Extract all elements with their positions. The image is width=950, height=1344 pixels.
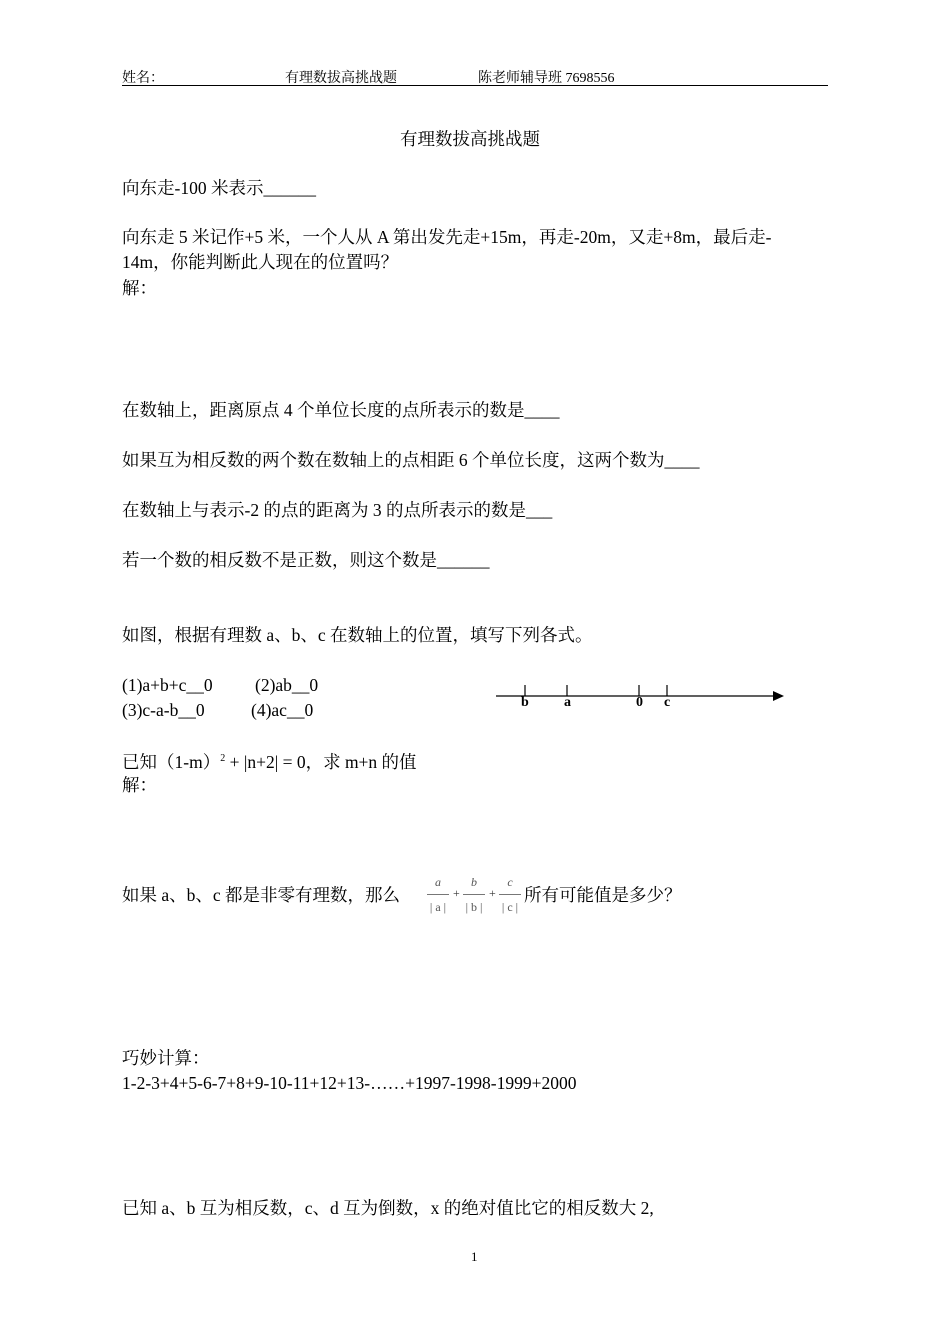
page-title: 有理数拔高挑战题 <box>400 129 540 149</box>
number-line-arrow <box>773 691 784 701</box>
header-doc-title: 有理数拔高挑战题 <box>285 71 397 86</box>
question-1: 向东走-100 米表示______ <box>122 178 316 198</box>
question-8-post: + |n+2| = 0，求 m+n 的值 <box>225 751 417 772</box>
label-0: 0 <box>636 695 643 710</box>
question-7-item-4: (4)ac__0 <box>251 700 314 720</box>
answer-label: 解： <box>122 278 157 298</box>
question-6: 若一个数的相反数不是正数，则这个数是______ <box>122 550 490 570</box>
number-line-figure <box>490 676 790 716</box>
fraction-2-numerator: b <box>471 875 477 889</box>
fraction-3-bar <box>499 894 521 895</box>
question-11: 已知 a、b 互为相反数，c、d 互为倒数，x 的绝对值比它的相反数大 2, <box>122 1198 654 1218</box>
header-name-label: 姓名： <box>122 71 164 86</box>
question-2-line-2: 14m，你能判断此人现在的位置吗？ <box>122 252 399 272</box>
question-8-exponent: 2 <box>220 753 226 764</box>
plus-sign-1: + <box>453 886 460 900</box>
fraction-1-bar <box>427 894 449 895</box>
question-10-expression: 1-2-3+4+5-6-7+8+9-10-11+12+13-……+1997-1998-1999+2000 <box>122 1073 577 1093</box>
question-3: 在数轴上，距离原点 4 个单位长度的点所表示的数是____ <box>122 400 560 420</box>
question-7: 如图，根据有理数 a、b、c 在数轴上的位置，填写下列各式。 <box>122 625 593 645</box>
question-7-item-3: (3)c-a-b__0 <box>122 700 205 720</box>
question-2-line-1: 向东走 5 米记作+5 米，一个人从 A 第出发先走+15m，再走-20m，又走+8m，最后走- <box>122 227 772 247</box>
fraction-1-denominator: | a | <box>429 900 447 914</box>
question-8-pre: 已知（1-m） <box>122 751 221 772</box>
label-c: c <box>664 695 671 710</box>
fraction-2-denominator: | b | <box>465 900 483 914</box>
answer-label-2: 解： <box>122 775 157 795</box>
question-5: 在数轴上与表示-2 的点的距离为 3 的点所表示的数是___ <box>122 500 553 520</box>
question-9-pre: 如果 a、b、c 都是非零有理数，那么 <box>122 885 401 905</box>
header-rule <box>122 85 828 86</box>
fraction-2-bar <box>463 894 485 895</box>
label-a: a <box>564 695 571 710</box>
header-teacher: 陈老师辅导班 7698556 <box>478 71 615 86</box>
fraction-3-numerator: c <box>507 875 513 889</box>
question-10-title: 巧妙计算： <box>122 1048 210 1068</box>
page-number: 1 <box>471 1249 478 1264</box>
question-7-item-1: (1)a+b+c__0 <box>122 675 213 695</box>
fraction-3-denominator: | c | <box>501 900 519 914</box>
question-8 <box>122 747 417 774</box>
label-b: b <box>521 695 529 710</box>
question-7-item-2: (2)ab__0 <box>255 675 319 695</box>
plus-sign-2: + <box>489 886 496 900</box>
question-4: 如果互为相反数的两个数在数轴上的点相距 6 个单位长度，这两个数为____ <box>122 450 700 470</box>
fraction-1-numerator: a <box>435 875 441 889</box>
question-9-post: 所有可能值是多少？ <box>524 885 682 905</box>
